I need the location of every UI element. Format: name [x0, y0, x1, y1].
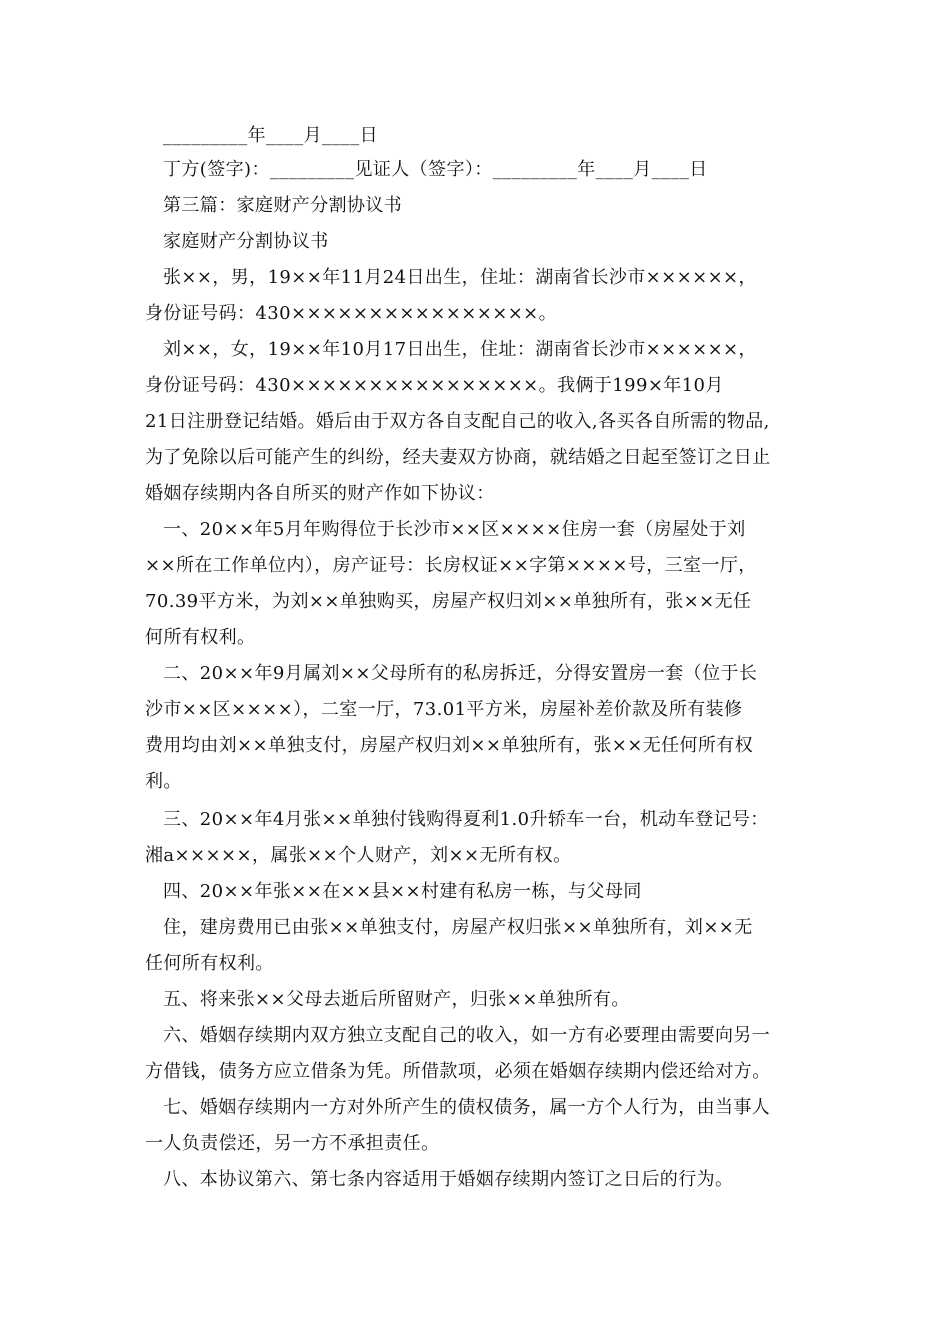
signature-witness-line: 丁方(签字)：_________见证人（签字）：_________年____月____日 — [163, 159, 708, 180]
party-zhang-line-2: 身份证号码：430××××××××××××××××。 — [145, 303, 558, 324]
party-liu-line-2: 身份证号码：430××××××××××××××××。我俩于199×年10月 — [145, 375, 724, 396]
clause-5-line-1: 五、将来张××父母去逝后所留财产，归张××单独所有。 — [163, 989, 630, 1010]
clause-2-line-3: 费用均由刘××单独支付，房屋产权归刘××单独所有，张××无任何所有权 — [145, 735, 754, 756]
party-liu-line-1: 刘××，女，19××年10月17日出生，住址：湖南省长沙市××××××， — [163, 339, 757, 360]
clause-8-line-1: 八、本协议第六、第七条内容适用于婚姻存续期内签订之日后的行为。 — [163, 1169, 734, 1190]
document-title: 家庭财产分割协议书 — [163, 231, 329, 252]
clause-4-line-1: 四、20××年张××在××县××村建有私房一栋，与父母同 — [163, 881, 642, 902]
date-signature-line: _________年____月____日 — [163, 125, 378, 146]
clause-4-line-2: 住，建房费用已由张××单独支付，房屋产权归张××单独所有，刘××无 — [163, 917, 753, 938]
clause-6-line-2: 方借钱，债务方应立借条为凭。所借款项，必须在婚姻存续期内偿还给对方。 — [145, 1061, 771, 1082]
preamble-line-3: 婚姻存续期内各自所买的财产作如下协议： — [145, 483, 495, 504]
clause-7-line-1: 七、婚姻存续期内一方对外所产生的债权债务，属一方个人行为，由当事人 — [163, 1097, 771, 1118]
clause-2-line-2: 沙市××区××××），二室一厅，73.01平方米，房屋补差价款及所有装修 — [145, 699, 743, 720]
party-zhang-line-1: 张××，男，19××年11月24日出生，住址：湖南省长沙市××××××， — [163, 267, 757, 288]
clause-6-line-1: 六、婚姻存续期内双方独立支配自己的收入，如一方有必要理由需要向另一 — [163, 1025, 771, 1046]
clause-1-line-2: ××所在工作单位内），房产证号：长房权证××字第××××号，三室一厅， — [145, 555, 757, 576]
clause-2-line-4: 利。 — [145, 771, 182, 792]
section-heading: 第三篇：家庭财产分割协议书 — [163, 195, 403, 216]
clause-3-line-2: 湘a×××××，属张××个人财产，刘××无所有权。 — [145, 845, 572, 866]
clause-3-line-1: 三、20××年4月张××单独付钱购得夏利1.0升轿车一台，机动车登记号： — [163, 809, 769, 830]
clause-1-line-4: 何所有权利。 — [145, 627, 256, 648]
clause-4-line-3: 任何所有权利。 — [145, 953, 274, 974]
clause-1-line-3: 70.39平方米，为刘××单独购买，房屋产权归刘××单独所有，张××无任 — [145, 591, 752, 612]
clause-1-line-1: 一、20××年5月年购得位于长沙市××区××××住房一套（房屋处于刘 — [163, 519, 746, 540]
clause-7-line-2: 一人负责偿还，另一方不承担责任。 — [145, 1133, 440, 1154]
clause-2-line-1: 二、20××年9月属刘××父母所有的私房拆迁，分得安置房一套（位于长 — [163, 663, 758, 684]
preamble-line-1: 21日注册登记结婚。婚后由于双方各自支配自己的收入,各买各自所需的物品, — [145, 411, 770, 432]
preamble-line-2: 为了免除以后可能产生的纠纷，经夫妻双方协商，就结婚之日起至签订之日止 — [145, 447, 771, 468]
